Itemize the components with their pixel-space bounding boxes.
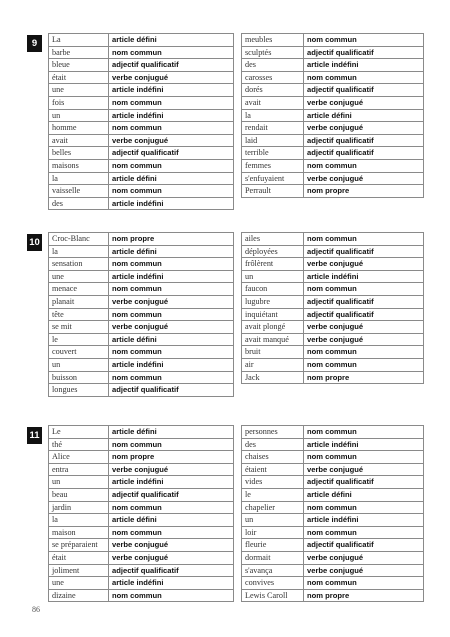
table-row bbox=[49, 321, 234, 334]
table-row bbox=[242, 122, 424, 135]
table-row bbox=[242, 551, 424, 564]
grammatical-nature-cell: article indéfini bbox=[304, 270, 424, 283]
grammatical-nature-cell: article indéfini bbox=[304, 514, 424, 527]
word-cell: planait bbox=[49, 295, 109, 308]
table-row bbox=[49, 59, 234, 72]
grammatical-nature-cell: nom commun bbox=[304, 346, 424, 359]
word-cell: la bbox=[242, 109, 304, 122]
grammatical-nature-cell: nom commun bbox=[304, 71, 424, 84]
grammatical-nature-cell: article indéfini bbox=[109, 358, 234, 371]
grammatical-nature-cell: nom propre bbox=[304, 371, 424, 384]
word-cell: se préparaient bbox=[49, 539, 109, 552]
grammatical-nature-cell: nom propre bbox=[109, 451, 234, 464]
grammatical-nature-cell: verbe conjugué bbox=[109, 295, 234, 308]
grammatical-nature-cell: article indéfini bbox=[109, 270, 234, 283]
grammatical-nature-cell: article défini bbox=[109, 514, 234, 527]
grammatical-nature-cell: verbe conjugué bbox=[109, 551, 234, 564]
table-row bbox=[242, 245, 424, 258]
word-cell: sculptés bbox=[242, 46, 304, 59]
table-row bbox=[49, 96, 234, 109]
word-cell: était bbox=[49, 551, 109, 564]
table-row bbox=[49, 514, 234, 527]
grammatical-nature-cell: adjectif qualificatif bbox=[304, 84, 424, 97]
word-cell: tête bbox=[49, 308, 109, 321]
table-row bbox=[242, 526, 424, 539]
exercise-number-badge: 11 bbox=[27, 427, 42, 444]
table-row bbox=[242, 564, 424, 577]
grammatical-nature-cell: nom commun bbox=[109, 501, 234, 514]
word-cell: belles bbox=[49, 147, 109, 160]
word-cell: bleue bbox=[49, 59, 109, 72]
word-cell: avait bbox=[49, 134, 109, 147]
word-cell: fois bbox=[49, 96, 109, 109]
word-nature-table-left bbox=[48, 232, 234, 397]
word-cell: avait plongé bbox=[242, 321, 304, 334]
word-cell: vaisselle bbox=[49, 185, 109, 198]
table-row bbox=[49, 71, 234, 84]
grammatical-nature-cell: verbe conjugué bbox=[304, 96, 424, 109]
table-row bbox=[242, 172, 424, 185]
grammatical-nature-cell: nom propre bbox=[109, 233, 234, 246]
table-row bbox=[49, 283, 234, 296]
word-cell: un bbox=[242, 514, 304, 527]
grammatical-nature-cell: nom commun bbox=[304, 34, 424, 47]
grammatical-nature-cell: nom commun bbox=[109, 283, 234, 296]
table-row bbox=[242, 514, 424, 527]
table-row bbox=[49, 258, 234, 271]
table-row bbox=[242, 147, 424, 160]
table-row bbox=[242, 59, 424, 72]
table-row bbox=[242, 134, 424, 147]
word-cell: maison bbox=[49, 526, 109, 539]
table-row bbox=[242, 539, 424, 552]
grammatical-nature-cell: nom commun bbox=[304, 283, 424, 296]
grammatical-nature-cell: article défini bbox=[109, 172, 234, 185]
word-cell: la bbox=[49, 172, 109, 185]
grammatical-nature-cell: article défini bbox=[304, 109, 424, 122]
table-row bbox=[49, 346, 234, 359]
table-row bbox=[49, 233, 234, 246]
page-number: 86 bbox=[32, 605, 40, 614]
word-cell: s'enfuyaient bbox=[242, 172, 304, 185]
table-row bbox=[49, 589, 234, 602]
table-row bbox=[49, 46, 234, 59]
grammatical-nature-cell: verbe conjugué bbox=[304, 321, 424, 334]
word-cell: dormait bbox=[242, 551, 304, 564]
word-cell: un bbox=[49, 476, 109, 489]
table-row bbox=[242, 358, 424, 371]
word-cell: longues bbox=[49, 384, 109, 397]
table-row bbox=[242, 476, 424, 489]
word-cell: faucon bbox=[242, 283, 304, 296]
table-row bbox=[242, 333, 424, 346]
grammatical-nature-cell: adjectif qualificatif bbox=[304, 476, 424, 489]
word-cell: avait manqué bbox=[242, 333, 304, 346]
table-row bbox=[49, 371, 234, 384]
word-cell: le bbox=[49, 333, 109, 346]
word-cell: Perrault bbox=[242, 185, 304, 198]
word-cell: des bbox=[49, 197, 109, 210]
word-cell: déployées bbox=[242, 245, 304, 258]
word-nature-table-right bbox=[241, 425, 424, 602]
table-row bbox=[242, 488, 424, 501]
word-cell: chapelier bbox=[242, 501, 304, 514]
word-cell: chaises bbox=[242, 451, 304, 464]
grammatical-nature-cell: nom commun bbox=[304, 426, 424, 439]
table-row bbox=[242, 270, 424, 283]
word-cell: Alice bbox=[49, 451, 109, 464]
word-cell: un bbox=[49, 109, 109, 122]
word-cell: menace bbox=[49, 283, 109, 296]
table-row bbox=[49, 185, 234, 198]
grammatical-nature-cell: nom commun bbox=[109, 258, 234, 271]
grammatical-nature-cell: verbe conjugué bbox=[304, 122, 424, 135]
word-cell: carosses bbox=[242, 71, 304, 84]
grammatical-nature-cell: nom commun bbox=[109, 122, 234, 135]
grammatical-nature-cell: adjectif qualificatif bbox=[304, 295, 424, 308]
grammatical-nature-cell: nom commun bbox=[109, 308, 234, 321]
word-cell: air bbox=[242, 358, 304, 371]
table-row bbox=[49, 358, 234, 371]
table-row bbox=[242, 371, 424, 384]
grammatical-nature-cell: adjectif qualificatif bbox=[304, 147, 424, 160]
table-row bbox=[242, 438, 424, 451]
exercise-number-badge: 9 bbox=[27, 35, 42, 52]
grammatical-nature-cell: adjectif qualificatif bbox=[109, 564, 234, 577]
table-row bbox=[242, 283, 424, 296]
grammatical-nature-cell: nom commun bbox=[109, 589, 234, 602]
table-row bbox=[49, 109, 234, 122]
word-nature-table-right bbox=[241, 232, 424, 384]
table-row bbox=[242, 96, 424, 109]
grammatical-nature-cell: article défini bbox=[109, 333, 234, 346]
grammatical-nature-cell: adjectif qualificatif bbox=[109, 384, 234, 397]
table-row bbox=[49, 172, 234, 185]
table-row bbox=[49, 526, 234, 539]
grammatical-nature-cell: nom commun bbox=[109, 159, 234, 172]
table-row bbox=[49, 577, 234, 590]
table-row bbox=[242, 426, 424, 439]
grammatical-nature-cell: nom commun bbox=[304, 159, 424, 172]
table-row bbox=[242, 346, 424, 359]
word-cell: fleurie bbox=[242, 539, 304, 552]
grammatical-nature-cell: nom propre bbox=[304, 589, 424, 602]
table-row bbox=[49, 384, 234, 397]
grammatical-nature-cell: verbe conjugué bbox=[304, 172, 424, 185]
table-row bbox=[242, 258, 424, 271]
table-row bbox=[242, 501, 424, 514]
table-row bbox=[49, 463, 234, 476]
word-cell: ailes bbox=[242, 233, 304, 246]
table-row bbox=[49, 295, 234, 308]
grammatical-nature-cell: article indéfini bbox=[304, 438, 424, 451]
grammatical-nature-cell: article défini bbox=[109, 34, 234, 47]
grammatical-nature-cell: verbe conjugué bbox=[109, 71, 234, 84]
table-row bbox=[242, 295, 424, 308]
word-cell: La bbox=[49, 34, 109, 47]
word-cell: dorés bbox=[242, 84, 304, 97]
grammatical-nature-cell: adjectif qualificatif bbox=[304, 134, 424, 147]
grammatical-nature-cell: nom propre bbox=[304, 185, 424, 198]
word-cell: personnes bbox=[242, 426, 304, 439]
table-row bbox=[49, 134, 234, 147]
table-row bbox=[49, 438, 234, 451]
grammatical-nature-cell: nom commun bbox=[109, 438, 234, 451]
word-nature-table-right bbox=[241, 33, 424, 198]
word-cell: un bbox=[49, 358, 109, 371]
word-cell: lugubre bbox=[242, 295, 304, 308]
word-cell: la bbox=[49, 245, 109, 258]
grammatical-nature-cell: nom commun bbox=[109, 46, 234, 59]
grammatical-nature-cell: verbe conjugué bbox=[304, 333, 424, 346]
table-row bbox=[49, 147, 234, 160]
grammatical-nature-cell: article indéfini bbox=[109, 84, 234, 97]
grammatical-nature-cell: verbe conjugué bbox=[304, 564, 424, 577]
word-cell: avait bbox=[242, 96, 304, 109]
grammatical-nature-cell: nom commun bbox=[304, 233, 424, 246]
table-row bbox=[49, 333, 234, 346]
word-cell: femmes bbox=[242, 159, 304, 172]
word-cell: bruit bbox=[242, 346, 304, 359]
word-cell: Croc-Blanc bbox=[49, 233, 109, 246]
table-row bbox=[242, 159, 424, 172]
table-row bbox=[49, 159, 234, 172]
word-cell: une bbox=[49, 84, 109, 97]
exercise-number-badge: 10 bbox=[27, 234, 42, 251]
table-row bbox=[49, 197, 234, 210]
word-cell: se mit bbox=[49, 321, 109, 334]
table-row bbox=[242, 84, 424, 97]
word-cell: laid bbox=[242, 134, 304, 147]
grammatical-nature-cell: article défini bbox=[109, 245, 234, 258]
table-row bbox=[49, 564, 234, 577]
word-cell: convives bbox=[242, 577, 304, 590]
word-cell: étaient bbox=[242, 463, 304, 476]
word-cell: thé bbox=[49, 438, 109, 451]
grammatical-nature-cell: nom commun bbox=[304, 358, 424, 371]
grammatical-nature-cell: verbe conjugué bbox=[109, 321, 234, 334]
table-row bbox=[49, 270, 234, 283]
word-cell: une bbox=[49, 577, 109, 590]
table-row bbox=[242, 46, 424, 59]
word-cell: jardin bbox=[49, 501, 109, 514]
word-cell: loir bbox=[242, 526, 304, 539]
word-cell: beau bbox=[49, 488, 109, 501]
word-cell: s'avança bbox=[242, 564, 304, 577]
grammatical-nature-cell: verbe conjugué bbox=[109, 134, 234, 147]
grammatical-nature-cell: nom commun bbox=[304, 451, 424, 464]
word-cell: barbe bbox=[49, 46, 109, 59]
word-cell: meubles bbox=[242, 34, 304, 47]
word-cell: vides bbox=[242, 476, 304, 489]
word-cell: des bbox=[242, 438, 304, 451]
word-cell: Le bbox=[49, 426, 109, 439]
grammatical-nature-cell: adjectif qualificatif bbox=[304, 539, 424, 552]
word-cell: buisson bbox=[49, 371, 109, 384]
grammatical-nature-cell: article indéfini bbox=[109, 476, 234, 489]
word-nature-table-left bbox=[48, 33, 234, 210]
word-cell: des bbox=[242, 59, 304, 72]
word-cell: joliment bbox=[49, 564, 109, 577]
table-row bbox=[49, 539, 234, 552]
table-row bbox=[242, 577, 424, 590]
grammatical-nature-cell: article indéfini bbox=[109, 197, 234, 210]
word-cell: était bbox=[49, 71, 109, 84]
table-row bbox=[242, 308, 424, 321]
grammatical-nature-cell: nom commun bbox=[109, 96, 234, 109]
word-cell: terrible bbox=[242, 147, 304, 160]
grammatical-nature-cell: article indéfini bbox=[109, 577, 234, 590]
grammatical-nature-cell: article défini bbox=[109, 426, 234, 439]
table-row bbox=[242, 71, 424, 84]
grammatical-nature-cell: nom commun bbox=[304, 526, 424, 539]
word-cell: entra bbox=[49, 463, 109, 476]
grammatical-nature-cell: nom commun bbox=[304, 577, 424, 590]
word-cell: maisons bbox=[49, 159, 109, 172]
table-row bbox=[242, 185, 424, 198]
word-cell: dizaine bbox=[49, 589, 109, 602]
table-row bbox=[49, 476, 234, 489]
grammatical-nature-cell: verbe conjugué bbox=[304, 551, 424, 564]
word-cell: homme bbox=[49, 122, 109, 135]
grammatical-nature-cell: article indéfini bbox=[304, 59, 424, 72]
table-row bbox=[242, 34, 424, 47]
word-cell: inquiétant bbox=[242, 308, 304, 321]
grammatical-nature-cell: nom commun bbox=[109, 371, 234, 384]
word-cell: Lewis Caroll bbox=[242, 589, 304, 602]
word-cell: une bbox=[49, 270, 109, 283]
table-row bbox=[242, 463, 424, 476]
grammatical-nature-cell: nom commun bbox=[109, 526, 234, 539]
table-row bbox=[242, 451, 424, 464]
grammatical-nature-cell: verbe conjugué bbox=[109, 539, 234, 552]
table-row bbox=[49, 426, 234, 439]
grammatical-nature-cell: article défini bbox=[304, 488, 424, 501]
word-cell: rendait bbox=[242, 122, 304, 135]
word-nature-table-left bbox=[48, 425, 234, 602]
word-cell: le bbox=[242, 488, 304, 501]
grammatical-nature-cell: nom commun bbox=[109, 346, 234, 359]
grammatical-nature-cell: nom commun bbox=[304, 501, 424, 514]
table-row bbox=[242, 233, 424, 246]
grammatical-nature-cell: adjectif qualificatif bbox=[304, 308, 424, 321]
grammatical-nature-cell: adjectif qualificatif bbox=[304, 46, 424, 59]
word-cell: couvert bbox=[49, 346, 109, 359]
table-row bbox=[49, 122, 234, 135]
table-row bbox=[49, 245, 234, 258]
table-row bbox=[49, 308, 234, 321]
grammatical-nature-cell: verbe conjugué bbox=[304, 258, 424, 271]
word-cell: frôlèrent bbox=[242, 258, 304, 271]
table-row bbox=[242, 109, 424, 122]
grammatical-nature-cell: adjectif qualificatif bbox=[304, 245, 424, 258]
word-cell: sensation bbox=[49, 258, 109, 271]
word-cell: Jack bbox=[242, 371, 304, 384]
table-row bbox=[49, 451, 234, 464]
table-row bbox=[49, 501, 234, 514]
table-row bbox=[242, 321, 424, 334]
table-row bbox=[49, 551, 234, 564]
grammatical-nature-cell: nom commun bbox=[109, 185, 234, 198]
table-row bbox=[49, 34, 234, 47]
table-row bbox=[49, 488, 234, 501]
grammatical-nature-cell: verbe conjugué bbox=[304, 463, 424, 476]
grammatical-nature-cell: adjectif qualificatif bbox=[109, 147, 234, 160]
table-row bbox=[49, 84, 234, 97]
table-row bbox=[242, 589, 424, 602]
grammatical-nature-cell: adjectif qualificatif bbox=[109, 488, 234, 501]
grammatical-nature-cell: adjectif qualificatif bbox=[109, 59, 234, 72]
word-cell: la bbox=[49, 514, 109, 527]
grammatical-nature-cell: verbe conjugué bbox=[109, 463, 234, 476]
word-cell: un bbox=[242, 270, 304, 283]
grammatical-nature-cell: article indéfini bbox=[109, 109, 234, 122]
